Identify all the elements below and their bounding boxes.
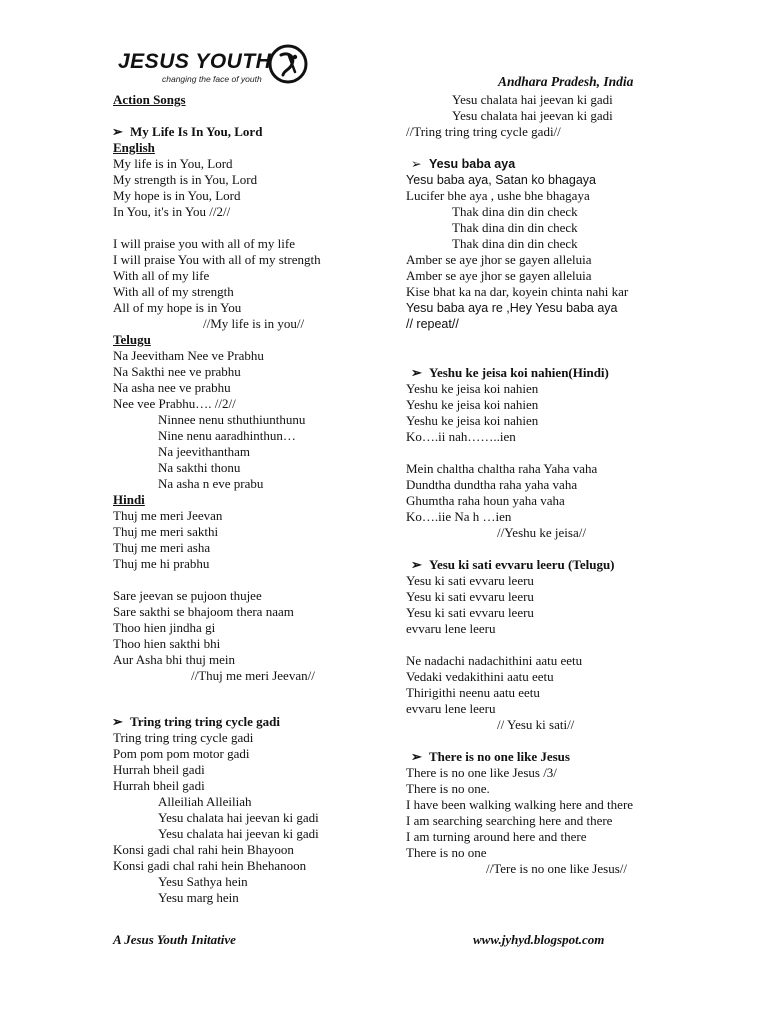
lyric-line: All of my hope is in You [113,300,242,315]
lyric-line: I have been walking walking here and there [406,797,634,812]
lyric-line: Ne nadachi nadachithini aatu eetu [406,653,583,668]
lyric-line: Thoo hien sakthi bhi [113,636,221,651]
lyric-line: Konsi gadi chal rahi hein Bhayoon [113,842,294,857]
lyric-line: My strength is in You, Lord [113,172,258,187]
lyric-line: There is no one like Jesus /3/ [406,765,557,780]
lyric-line: Na Jeevitham Nee ve Prabhu [113,348,264,363]
lyric-line: I am turning around here and there [406,829,587,844]
footer-website: www.jyhyd.blogspot.com [473,932,605,947]
lyric-line: Nine nenu aaradhinthun… [158,428,296,443]
song-title [411,156,516,172]
lyric-line: Thoo hien jindha gi [113,620,216,635]
jesus-youth-logo [118,44,318,88]
song-title [411,749,570,765]
lyric-line: Hurrah bheil gadi [113,778,205,793]
song-title [112,124,263,140]
lyric-line: Mein chaltha chaltha raha Yaha vaha [406,461,598,476]
lyric-line: Vedaki vedakithini aatu eetu [406,669,554,684]
lyric-line: Tring tring tring cycle gadi [113,730,254,745]
lyric-line: evvaru lene leeru [406,701,496,716]
logo-emblem-icon [268,44,308,84]
song-title-text: Tring tring tring cycle gadi [130,714,280,729]
arrow-bullet-icon: ➢ [112,714,123,729]
song-title-text: Yeshu ke jeisa koi nahien(Hindi) [429,365,609,380]
lyric-line: Ko….ii nah……..ien [406,429,516,444]
lyric-line: Yeshu ke jeisa koi nahien [406,413,539,428]
lyric-line: Lucifer bhe aya , ushe bhe bhagaya [406,188,590,203]
lyric-line: Thak dina din din check [452,204,578,219]
section-title: Action Songs [113,92,186,107]
lyric-line: Yesu chalata hai jeevan ki gadi [452,92,613,107]
lyric-line: Yeshu ke jeisa koi nahien [406,397,539,412]
lyric-line: Thirigithi neenu aatu eetu [406,685,540,700]
lyric-line: I will praise you with all of my life [113,236,295,251]
lyric-line: Na asha nee ve prabhu [113,380,231,395]
song-title-text: There is no one like Jesus [429,749,570,764]
lyric-line: Thuj me meri Jeevan [113,508,223,523]
arrow-bullet-icon: ➢ [411,557,422,572]
lyric-line: Pom pom pom motor gadi [113,746,250,761]
lyric-line: Yesu Sathya hein [158,874,248,889]
lyric-line: There is no one. [406,781,490,796]
lyric-line: Yesu baba aya re ,Hey Yesu baba aya [406,301,618,315]
lyric-line: Yesu ki sati evvaru leeru [406,573,534,588]
song-title-text: Yesu baba aya [429,157,516,171]
lyric-line: Yesu ki sati evvaru leeru [406,605,534,620]
lyric-line: Na jeevithantham [158,444,251,459]
lyric-line: evvaru lene leeru [406,621,496,636]
header-location: Andhara Pradesh, India [498,74,634,89]
lyric-line: Na Sakthi nee ve prabhu [113,364,241,379]
lyric-line: //Yeshu ke jeisa// [497,525,586,540]
song-title [411,365,609,381]
arrow-bullet-icon: ➢ [112,124,123,139]
lyric-line: Na asha n eve prabu [158,476,264,491]
lyric-line: //My life is in you// [203,316,305,331]
language-heading: Hindi [113,492,145,507]
lyric-line: Yesu baba aya, Satan ko bhagaya [406,173,596,187]
arrow-bullet-icon: ➢ [411,365,422,380]
lyric-line: Na sakthi thonu [158,460,241,475]
lyric-line: Yesu chalata hai jeevan ki gadi [158,826,319,841]
lyric-line: Ghumtha raha houn yaha vaha [406,493,565,508]
lyric-line: Amber se aye jhor se gayen alleluia [406,252,592,267]
footer-initiative: A Jesus Youth Initative [113,932,236,947]
lyric-line: Ninnee nenu sthuthiunthunu [158,412,306,427]
lyric-line: //Tere is no one like Jesus// [486,861,627,876]
lyric-line: Thuj me meri asha [113,540,211,555]
lyric-line: Thuj me hi prabhu [113,556,210,571]
lyric-line: Sare jeevan se pujoon thujee [113,588,262,603]
language-heading: Telugu [113,332,151,347]
lyric-line: I am searching searching here and there [406,813,613,828]
lyric-line: There is no one [406,845,487,860]
lyric-line: Thak dina din din check [452,220,578,235]
lyric-line: Sare sakthi se bhajoom thera naam [113,604,294,619]
lyric-line: // Yesu ki sati// [497,717,575,732]
lyric-line: Nee vee Prabhu…. //2// [113,396,236,411]
logo-tagline: changing the face of youth [162,74,262,84]
lyric-line: Aur Asha bhi thuj mein [113,652,236,667]
lyric-line: Yesu ki sati evvaru leeru [406,589,534,604]
lyric-line: My life is in You, Lord [113,156,233,171]
lyric-line: //Thuj me meri Jeevan// [191,668,315,683]
lyric-line: In You, it's in You //2// [113,204,231,219]
lyric-line: Hurrah bheil gadi [113,762,205,777]
lyric-line: Yesu marg hein [158,890,239,905]
lyric-line: My hope is in You, Lord [113,188,241,203]
lyric-line: //Tring tring tring cycle gadi// [406,124,561,139]
lyric-line: Kise bhat ka na dar, koyein chinta nahi kar [406,284,629,299]
lyric-line: Ko….iie Na h …ien [406,509,512,524]
arrow-bullet-icon: ➢ [411,157,422,171]
lyric-line: Amber se aye jhor se gayen alleluia [406,268,592,283]
lyric-line: Alleiliah Alleiliah [158,794,252,809]
language-heading: English [113,140,155,155]
logo-title: JESUS YOUTH [118,50,272,73]
song-title-text: Yesu ki sati evvaru leeru (Telugu) [429,557,615,572]
lyric-line: Dundtha dundtha raha yaha vaha [406,477,578,492]
lyric-line: With all of my life [113,268,210,283]
lyric-line: Thuj me meri sakthi [113,524,219,539]
lyric-line: Yeshu ke jeisa koi nahien [406,381,539,396]
arrow-bullet-icon: ➢ [411,749,422,764]
song-title [411,557,615,573]
lyric-line: With all of my strength [113,284,234,299]
lyric-line: // repeat// [406,317,459,331]
song-title [112,714,280,730]
song-title-text: My Life Is In You, Lord [130,124,263,139]
lyric-line: Thak dina din din check [452,236,578,251]
lyric-line: Konsi gadi chal rahi hein Bhehanoon [113,858,307,873]
lyric-line: Yesu chalata hai jeevan ki gadi [452,108,613,123]
lyric-line: Yesu chalata hai jeevan ki gadi [158,810,319,825]
lyric-line: I will praise You with all of my strength [113,252,321,267]
